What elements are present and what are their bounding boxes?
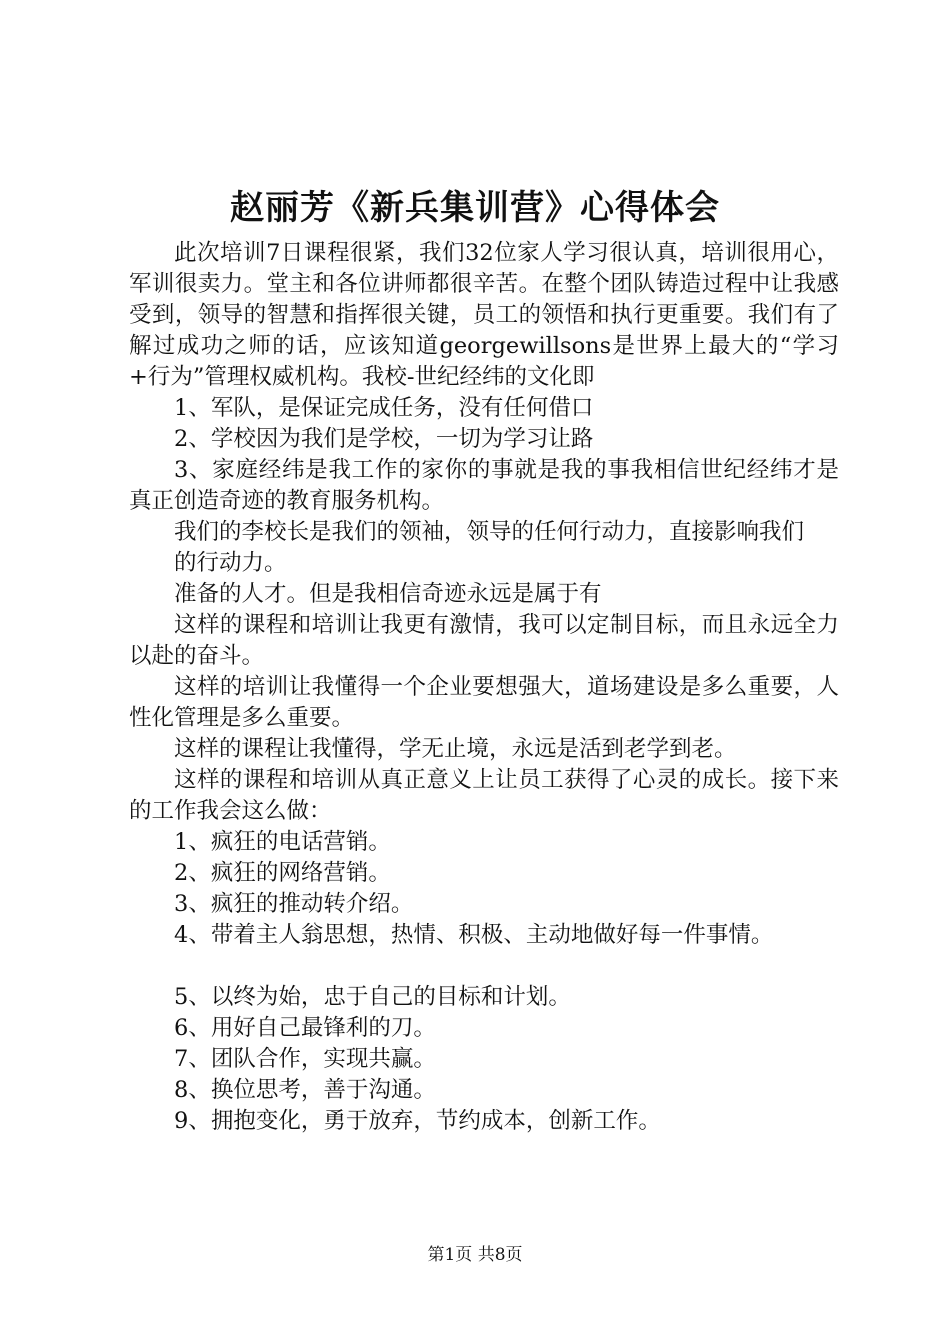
paragraph: 这样的课程和培训让我更有激情，我可以定制目标，而且永远全力以赴的奋斗。 [129, 612, 839, 669]
list-item: 4、带着主人翁思想，热情、积极、主动地做好每一件事情。 [174, 922, 774, 948]
paragraph: 这样的培训让我懂得一个企业要想强大，道场建设是多么重要，人性化管理是多么重要。 [129, 674, 839, 731]
list-item: 8、换位思考，善于沟通。 [174, 1077, 436, 1103]
paragraph: 这样的课程让我懂得，学无止境，永远是活到老学到老。 [174, 736, 737, 762]
document-body [129, 238, 839, 1137]
list-item: 3、疯狂的推动转介绍。 [174, 891, 414, 917]
list-item: 2、学校因为我们是学校，一切为学习让路 [174, 426, 594, 452]
page-footer: 第1页 共8页 [427, 1245, 523, 1265]
paragraph: 此次培训7日课程很紧，我们32位家人学习很认真，培训很用心，军训很卖力。堂主和各位讲师都很辛苦。在整个团队铸造过程中让我感受到，领导的智慧和指挥很关键，员工的领悟和执行更重要。我们有了解过成功之师的话，应该知道georgewillsons是世界上最大的“学习+行为”管理权威机构。我校-世纪经纬的文化即 [129, 240, 839, 390]
paragraph: 这样的课程和培训从真正意义上让员工获得了心灵的成长。接下来的工作我会这么做： [129, 767, 839, 824]
paragraph: 我们的李校长是我们的领袖，领导的任何行动力，直接影响我们 [174, 519, 805, 545]
list-item: 9、拥抱变化，勇于放弃，节约成本，创新工作。 [174, 1108, 661, 1134]
list-item: 2、疯狂的网络营销。 [174, 860, 391, 886]
list-item: 1、疯狂的电话营销。 [174, 829, 391, 855]
list-item: 7、团队合作，实现共赢。 [174, 1046, 436, 1072]
paragraph: 准备的人才。但是我相信奇迹永远是属于有 [174, 581, 602, 607]
blank-line [129, 951, 839, 982]
document-title: 赵丽芳《新兵集训营》心得体会 [230, 188, 720, 228]
list-item: 1、军队，是保证完成任务，没有任何借口 [174, 395, 594, 421]
list-item: 5、以终为始，忠于自己的目标和计划。 [174, 984, 571, 1010]
paragraph: 的行动力。 [174, 550, 287, 576]
list-item: 3、家庭经纬是我工作的家你的事就是我的事我相信世纪经纬才是真正创造奇迹的教育服务机构。 [129, 457, 839, 514]
list-item: 6、用好自己最锋利的刀。 [174, 1015, 436, 1041]
